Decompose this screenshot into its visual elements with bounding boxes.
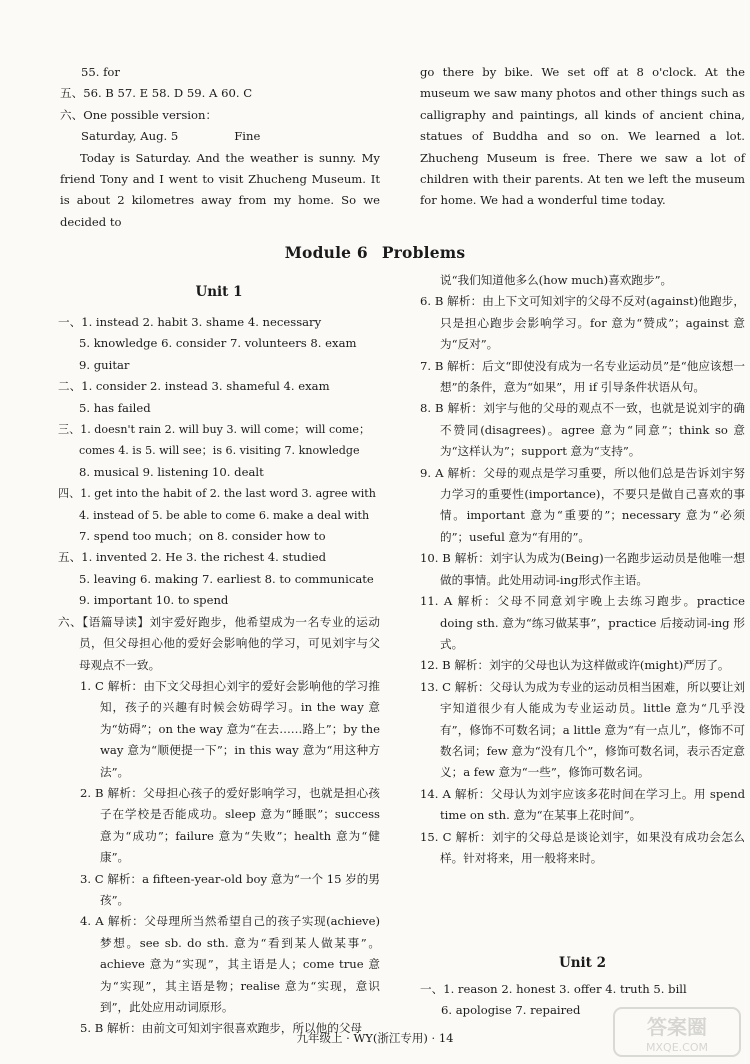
essay-paragraph-left: Today is Saturday. And the weather is sunny. My friend Tony and I went to visit Zhucheng Museum. It is about 2 kilometres away from my home. So we decided to: [60, 150, 380, 229]
unit1-s3-line1: 三、1. doesn't rain 2. will buy 3. will come；will come；: [58, 423, 371, 437]
unit1-title: Unit 1: [195, 284, 243, 300]
unit1-s4-line1: 四、1. get into the habit of 2. the last word 3. agree with: [58, 487, 376, 501]
unit1-reading-guide: 六、【语篇导读】刘宇爱好跑步，他希望成为一名专业的运动员，但父母担心他的爱好会影响他的学习，可见刘宇与父母观点不一致。: [58, 614, 380, 672]
watermark-logo-icon: [612, 1004, 742, 1060]
essay-dateline: [60, 126, 380, 147]
unit1-q9: 9. A 解析：父母的观点是学习重要，所以他们总是告诉刘宇努力学习的重要性(importance)，不要只是做自己喜欢的事情。important 意为“重要的”；necessary 意为“必须的”；useful 意为“有用的”。: [420, 465, 745, 544]
unit2-title: Unit 2: [558, 955, 607, 971]
unit1-q3: 3. C 解析：a fifteen-year-old boy 意为“一个 15 岁的男孩”。: [80, 871, 380, 907]
unit1-q4: 4. A 解析：父母理所当然希望自己的孩子实现(achieve)梦想。see sb. do sth. 意为“看到某人做某事”。achieve 意为“实现”，其主语是人；come true 意为“实现”，其主语是物；realise 意为“实现，意识到”，此处应用动词原形。: [80, 914, 380, 1014]
unit2-s1-line1: 一、1. reason 2. honest 3. offer 4. truth 5. bill: [420, 982, 687, 996]
svg-text:MXQE.COM: MXQE.COM: [646, 1041, 708, 1054]
unit1-q10: 10. B 解析：刘宇认为成为(Being)一名跑步运动员是他唯一想做的事情。此处用动词-ing形式作主语。: [420, 551, 745, 587]
svg-text:答案圈: 答案圈: [647, 1015, 707, 1039]
unit1-s3-line3: 8. musical 9. listening 10. dealt: [79, 464, 264, 479]
unit1-q7: 7. B 解析：后文“即使没有成为一名专业运动员”是“他应该想一想”的条件，意为“如果”，用 if 引导条件状语从句。: [420, 358, 745, 395]
unit1-s1-line2: 5. knowledge 6. consider 7. volunteers 8. exam: [79, 336, 357, 351]
unit1-q5: 5. B 解析：由前文可知刘宇很喜欢跑步，所以他的父母: [80, 1021, 363, 1036]
essay-weather: Fine: [234, 129, 261, 144]
page-footer: 九年级上 · WY(浙江专用) · 14: [296, 1031, 454, 1045]
unit1-s5-line1: 五、1. invented 2. He 3. the richest 4. studied: [58, 550, 327, 565]
unit1-s2-line1: 二、1. consider 2. instead 3. shameful 4. exam: [58, 379, 330, 394]
module-heading: [0, 243, 750, 262]
top-right-column: [420, 62, 745, 212]
unit1-q13: 13. C 解析：父母认为成为专业的运动员相当困难，所以要让刘宇知道很少有人能成为专业运动员。little 意为“几乎没有”，修饰不可数名词；a little 意为“有一点儿”，修饰不可数名词；few 意为“没有几个”，修饰可数名词，表示否定意义；a few 意为“一些”，修饰可数名词。: [420, 679, 745, 780]
unit1-q6: 6. B 解析：由上下文可知刘宇的父母不反对(against)他跑步，只是担心跑步会影响学习。for 意为“赞成”；against 意为“反对”。: [420, 294, 745, 352]
unit1-s1-line1: 一、1. instead 2. habit 3. shame 4. necessary: [58, 315, 322, 329]
unit1-s2-line2: 5. has failed: [79, 400, 151, 415]
unit1-q2: 2. B 解析：父母担心孩子的爱好影响学习，也就是担心孩子在学校是否能成功。sleep 意为“睡眠”；success 意为“成功”；failure 意为“失败”；health 意为“健康”。: [80, 785, 380, 865]
essay-paragraph-right: go there by bike. We set off at 8 o'clock. At the museum we saw many photos and other things such as calligraphy and paintings, all kinds of ancient china, statues of Buddha and so on. We learned a lot. Zhucheng Museum is free. There we saw a lot of children with their parents. At ten we left the museum for home. We had a wonderful time today.: [420, 65, 745, 208]
answer-line-55: 55. for: [81, 65, 120, 79]
unit1-q8: 8. B 解析：刘宇与他的父母的观点不一致，也就是说刘宇的确不赞同(disagrees)。agree 意为“同意”；think so 意为“这样认为”；support 意为“支持”。: [420, 401, 745, 459]
section-six-heading: 六、One possible version：: [60, 107, 218, 122]
explanations-column: [420, 270, 745, 869]
unit1-s4-line3: 7. spend too much；on 8. consider how to: [79, 529, 326, 544]
unit1-s5-line2: 5. leaving 6. making 7. earliest 8. to communicate: [79, 571, 374, 586]
unit1-q15: 15. C 解析：刘宇的父母总是谈论刘宇，如果没有成功会怎么样。针对将来，用一般将来时。: [420, 829, 745, 865]
essay-date: Saturday, Aug. 5: [81, 129, 179, 144]
unit1-q1: 1. C 解析：由下文父母担心刘宇的爱好会影响他的学习推知，孩子的兴趣有时候会妨碍学习。in the way 意为“妨碍”；on the way 意为“在去……路上”；by the way 意为“顺便提一下”；in this way 意为“用这种方法”。: [80, 678, 380, 779]
unit1-s1-line3: 9. guitar: [79, 357, 130, 372]
unit1-q11: 11. A 解析：父母不同意刘宇晚上去练习跑步。practice doing sth. 意为“练习做某事”，practice 后接动词-ing 形式。: [420, 594, 745, 651]
unit1-q12: 12. B 解析：刘宇的父母也认为这样做或许(might)严厉了。: [420, 658, 730, 673]
module-name: Problems: [381, 243, 466, 262]
module-label: Module 6: [284, 243, 368, 262]
unit1-s5-line3: 9. important 10. to spend: [79, 593, 229, 608]
section-five-answers: 五、56. B 57. E 58. D 59. A 60. C: [60, 86, 253, 101]
unit1-s4-line2: 4. instead of 5. be able to come 6. make a deal with: [79, 508, 370, 522]
unit2-s1-line2: 6. apologise 7. repaired: [441, 1003, 581, 1018]
top-left-column: [60, 62, 380, 233]
unit1-q14: 14. A 解析：父母认为刘宇应该多花时间在学习上。用 spend time on sth. 意为“在某事上花时间”。: [420, 786, 745, 823]
unit1-column: [58, 282, 380, 1040]
unit1-s3-line2: comes 4. is 5. will see；is 6. visiting 7. knowledge: [79, 444, 360, 458]
q5-continuation: 说“我们知道他多么(how much)喜欢跑步”。: [440, 273, 673, 287]
